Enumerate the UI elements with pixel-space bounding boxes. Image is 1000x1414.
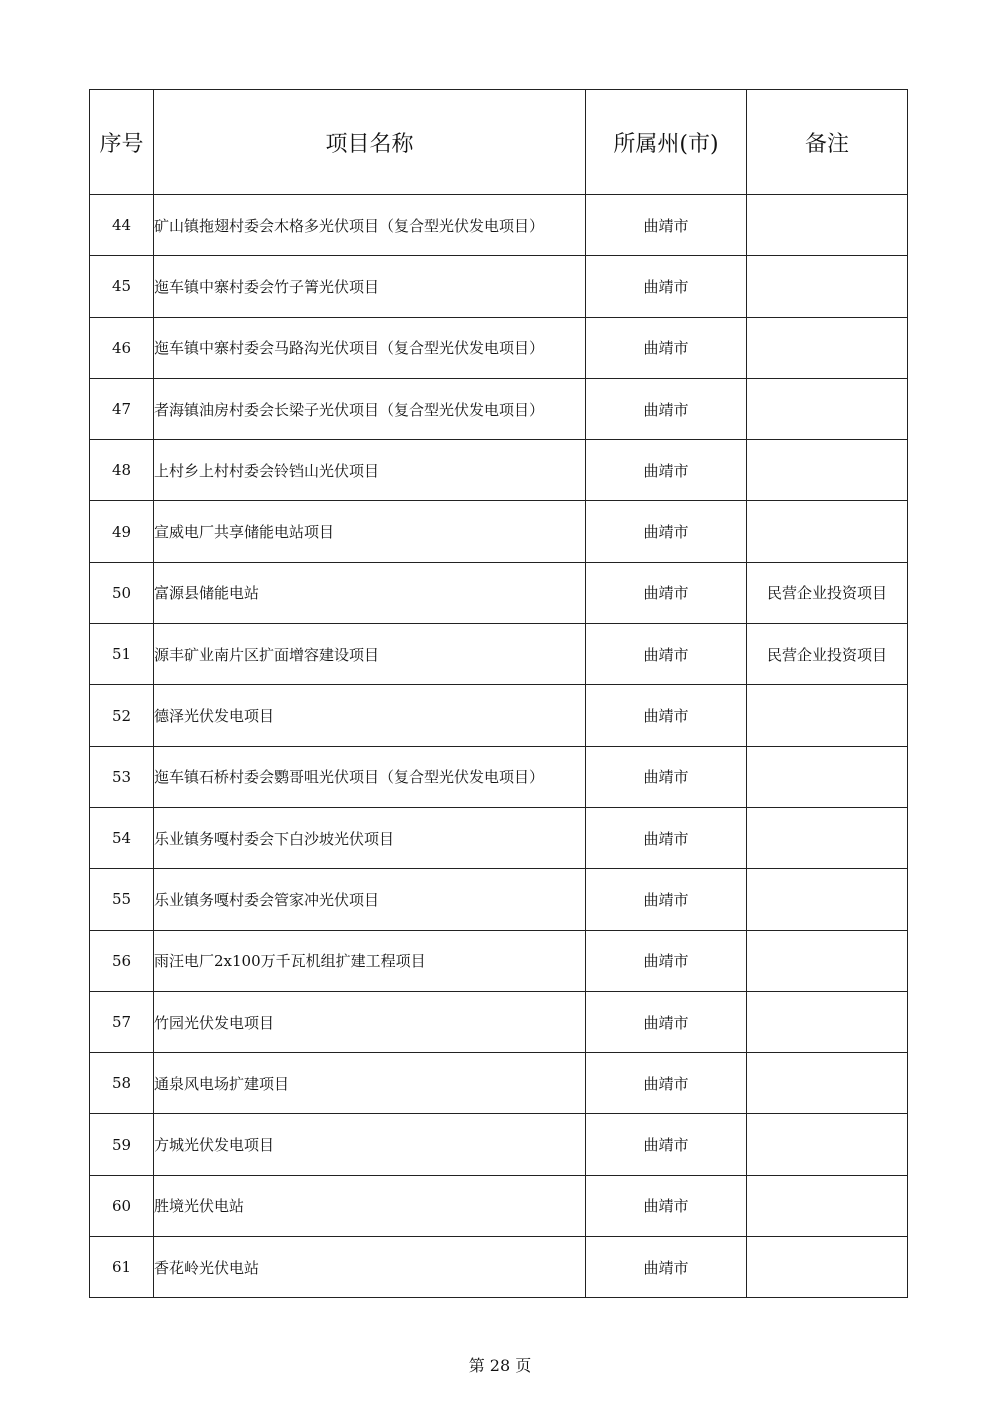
table-row	[90, 256, 908, 317]
table-row	[90, 1237, 908, 1298]
row-city: 曲靖市	[586, 562, 747, 623]
row-city: 曲靖市	[586, 256, 747, 317]
row-city: 曲靖市	[586, 440, 747, 501]
row-project-name: 方城光伏发电项目	[154, 1114, 586, 1175]
table-row	[90, 317, 908, 378]
row-project-name: 乐业镇务嘎村委会管家冲光伏项目	[154, 869, 586, 930]
row-note	[747, 1237, 908, 1298]
table-row	[90, 807, 908, 868]
row-note	[747, 930, 908, 991]
row-index: 51	[90, 624, 154, 685]
table-row	[90, 378, 908, 439]
table-row	[90, 1114, 908, 1175]
row-city: 曲靖市	[586, 685, 747, 746]
table-row	[90, 746, 908, 807]
table-row	[90, 562, 908, 623]
row-note: 民营企业投资项目	[747, 624, 908, 685]
row-note	[747, 378, 908, 439]
row-note	[747, 440, 908, 501]
row-index: 61	[90, 1237, 154, 1298]
row-note	[747, 807, 908, 868]
row-city: 曲靖市	[586, 1114, 747, 1175]
row-note	[747, 991, 908, 1052]
table-row	[90, 1053, 908, 1114]
row-note	[747, 1114, 908, 1175]
row-index: 57	[90, 991, 154, 1052]
header-note: 备注	[747, 90, 908, 195]
row-project-name: 迤车镇中寨村委会竹子箐光伏项目	[154, 256, 586, 317]
table-row	[90, 1175, 908, 1236]
row-note	[747, 869, 908, 930]
table-body	[90, 195, 908, 1298]
row-note	[747, 746, 908, 807]
row-index: 44	[90, 195, 154, 256]
row-city: 曲靖市	[586, 1237, 747, 1298]
row-index: 59	[90, 1114, 154, 1175]
table-row	[90, 685, 908, 746]
row-note	[747, 685, 908, 746]
row-city: 曲靖市	[586, 930, 747, 991]
row-index: 54	[90, 807, 154, 868]
row-city: 曲靖市	[586, 317, 747, 378]
row-project-name: 雨汪电厂2x100万千瓦机组扩建工程项目	[154, 930, 586, 991]
row-project-name: 香花岭光伏电站	[154, 1237, 586, 1298]
row-note	[747, 1053, 908, 1114]
row-index: 60	[90, 1175, 154, 1236]
row-note	[747, 317, 908, 378]
row-project-name: 胜境光伏电站	[154, 1175, 586, 1236]
row-project-name: 富源县储能电站	[154, 562, 586, 623]
row-note	[747, 195, 908, 256]
row-index: 47	[90, 378, 154, 439]
row-project-name: 通泉风电场扩建项目	[154, 1053, 586, 1114]
row-note	[747, 501, 908, 562]
row-city: 曲靖市	[586, 807, 747, 868]
row-city: 曲靖市	[586, 378, 747, 439]
header-city: 所属州(市)	[586, 90, 747, 195]
row-index: 48	[90, 440, 154, 501]
row-index: 52	[90, 685, 154, 746]
row-index: 45	[90, 256, 154, 317]
row-note	[747, 256, 908, 317]
project-table	[89, 89, 908, 1298]
row-city: 曲靖市	[586, 991, 747, 1052]
table-row	[90, 624, 908, 685]
row-index: 56	[90, 930, 154, 991]
row-city: 曲靖市	[586, 501, 747, 562]
row-city: 曲靖市	[586, 195, 747, 256]
row-project-name: 上村乡上村村委会铃铛山光伏项目	[154, 440, 586, 501]
row-index: 53	[90, 746, 154, 807]
row-city: 曲靖市	[586, 624, 747, 685]
header-project-name: 项目名称	[154, 90, 586, 195]
row-index: 58	[90, 1053, 154, 1114]
table-row	[90, 440, 908, 501]
row-project-name: 源丰矿业南片区扩面增容建设项目	[154, 624, 586, 685]
row-city: 曲靖市	[586, 1175, 747, 1236]
row-index: 50	[90, 562, 154, 623]
row-project-name: 乐业镇务嘎村委会下白沙坡光伏项目	[154, 807, 586, 868]
row-city: 曲靖市	[586, 746, 747, 807]
row-project-name: 竹园光伏发电项目	[154, 991, 586, 1052]
row-project-name: 矿山镇拖翅村委会木格多光伏项目（复合型光伏发电项目）	[154, 195, 586, 256]
table-row	[90, 930, 908, 991]
row-project-name: 者海镇油房村委会长梁子光伏项目（复合型光伏发电项目）	[154, 378, 586, 439]
table-row	[90, 869, 908, 930]
row-project-name: 迤车镇石桥村委会鹦哥咀光伏项目（复合型光伏发电项目）	[154, 746, 586, 807]
row-city: 曲靖市	[586, 1053, 747, 1114]
row-index: 55	[90, 869, 154, 930]
table-row	[90, 991, 908, 1052]
row-project-name: 迤车镇中寨村委会马路沟光伏项目（复合型光伏发电项目）	[154, 317, 586, 378]
page-number: 第 28 页	[468, 1356, 532, 1375]
row-index: 46	[90, 317, 154, 378]
table-row	[90, 501, 908, 562]
table-row	[90, 195, 908, 256]
row-city: 曲靖市	[586, 869, 747, 930]
row-note: 民营企业投资项目	[747, 562, 908, 623]
row-index: 49	[90, 501, 154, 562]
row-project-name: 德泽光伏发电项目	[154, 685, 586, 746]
row-project-name: 宣威电厂共享储能电站项目	[154, 501, 586, 562]
header-index: 序号	[90, 90, 154, 195]
row-note	[747, 1175, 908, 1236]
table-header-row	[90, 90, 908, 195]
